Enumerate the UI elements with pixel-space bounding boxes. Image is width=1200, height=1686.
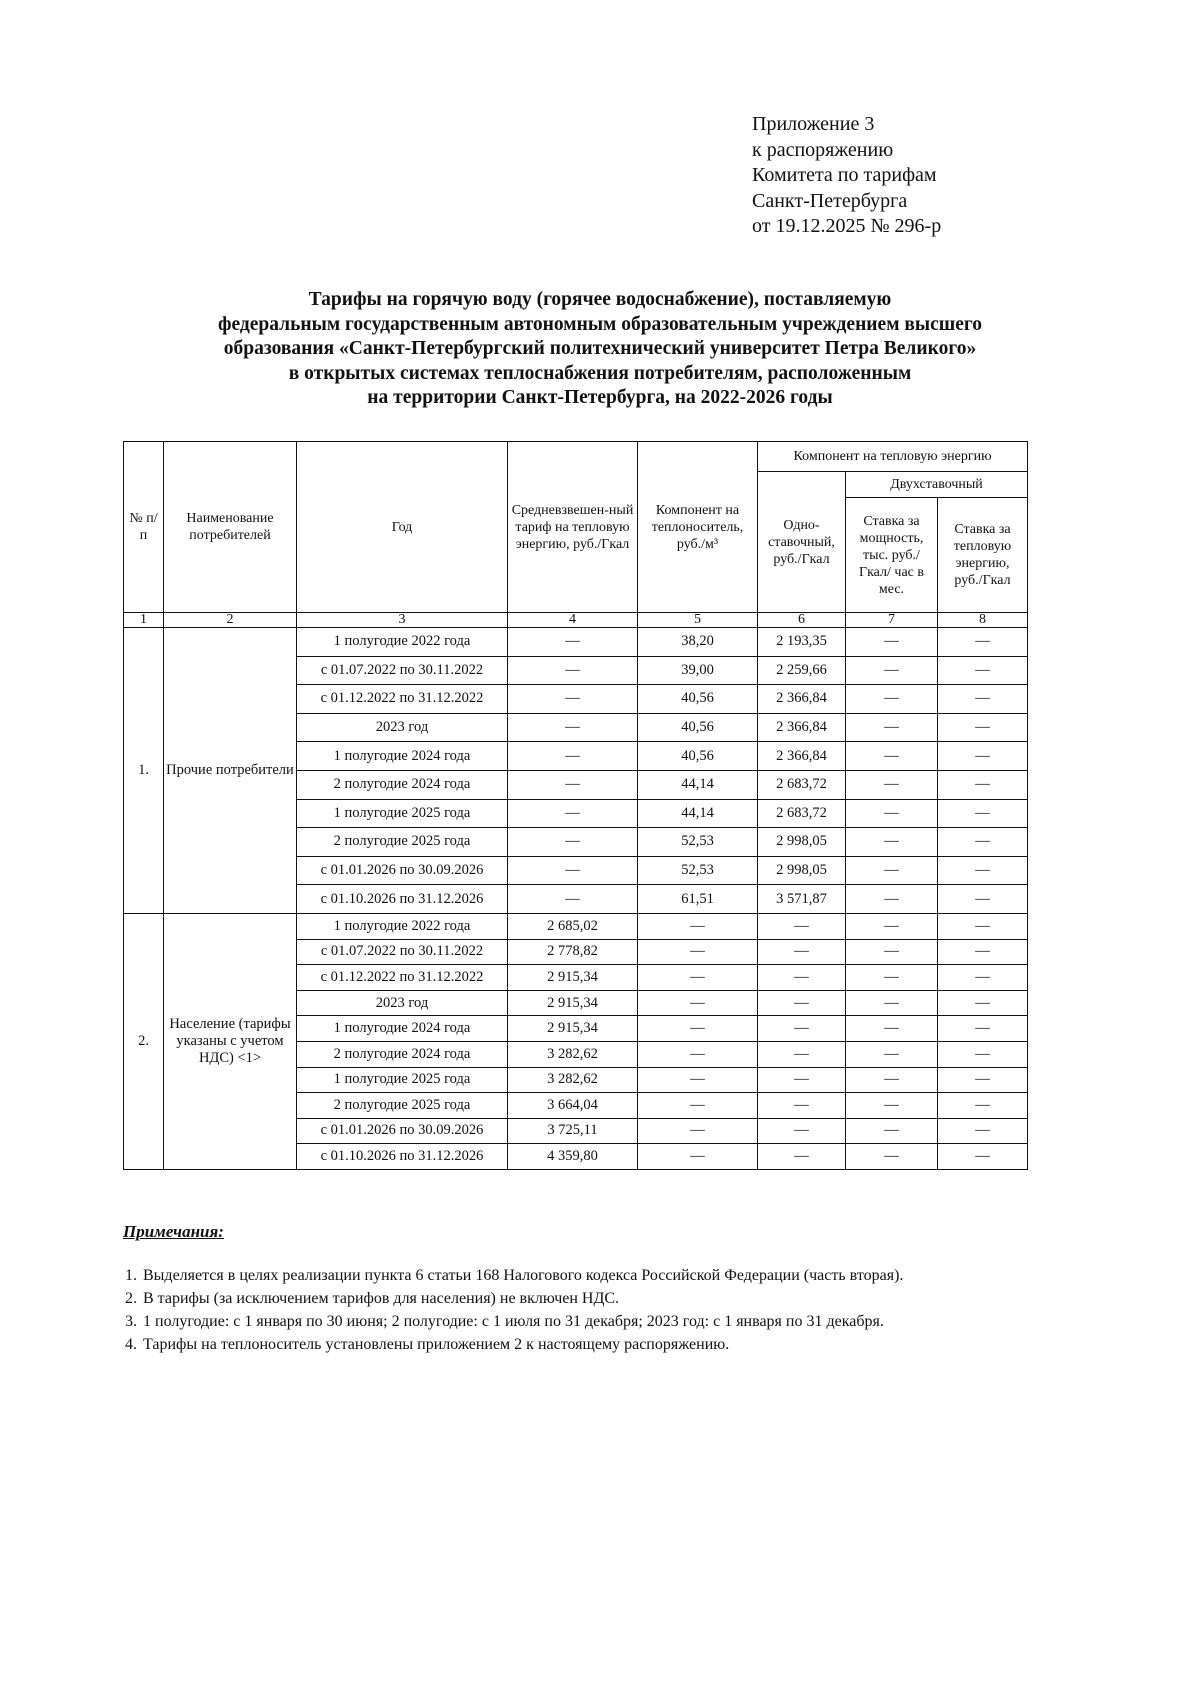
note-item: 2. В тарифы (за исключением тарифов для населения) не включен НДС. [141, 1287, 903, 1310]
header-energy-rate: Ставка за тепловую энергию, руб./Гкал [938, 498, 1028, 613]
single-rate-cell: 2 998,05 [758, 828, 846, 857]
capacity-rate-cell: — [846, 990, 938, 1016]
table-body [124, 613, 1028, 1170]
column-number: 3 [297, 613, 508, 628]
carrier-component-cell: 38,20 [638, 628, 758, 657]
header-capacity-rate: Ставка за мощность, тыс. руб./Гкал/ час в мес. [846, 498, 938, 613]
period-cell: 2 полугодие 2024 года [297, 1041, 508, 1067]
appendix-reference [752, 112, 941, 240]
single-rate-cell: 2 366,84 [758, 685, 846, 714]
period-cell: с 01.12.2022 по 31.12.2022 [297, 685, 508, 714]
single-rate-cell: 3 571,87 [758, 885, 846, 914]
weighted-tariff-cell: 3 725,11 [508, 1118, 638, 1144]
single-rate-cell: 2 683,72 [758, 770, 846, 799]
single-rate-cell: — [758, 939, 846, 965]
period-cell: с 01.10.2026 по 31.12.2026 [297, 1144, 508, 1170]
period-cell: с 01.01.2026 по 30.09.2026 [297, 1118, 508, 1144]
single-rate-cell: — [758, 990, 846, 1016]
capacity-rate-cell: — [846, 939, 938, 965]
title-line: на территории Санкт-Петербурга, на 2022-2026 годы [367, 387, 833, 408]
header-consumer: Наименование потребителей [164, 442, 297, 613]
energy-rate-cell: — [938, 628, 1028, 657]
column-number: 1 [124, 613, 164, 628]
header-heat-component: Компонент на тепловую энергию [758, 442, 1028, 472]
energy-rate-cell: — [938, 885, 1028, 914]
header-num: № п/п [124, 442, 164, 613]
carrier-component-cell: 52,53 [638, 828, 758, 857]
title-line: Тарифы на горячую воду (горячее водоснабжение), поставляемую [308, 289, 892, 310]
carrier-component-cell: — [638, 990, 758, 1016]
energy-rate-cell: — [938, 656, 1028, 685]
single-rate-cell: 2 259,66 [758, 656, 846, 685]
weighted-tariff-cell: 3 664,04 [508, 1093, 638, 1119]
appendix-line: к распоряжению [752, 138, 894, 161]
carrier-component-cell: 44,14 [638, 799, 758, 828]
note-item: 4. Тарифы на теплоноситель установлены приложением 2 к настоящему распоряжению. [141, 1333, 903, 1356]
consumer-name: Прочие потребители [164, 628, 297, 914]
single-rate-cell: 2 998,05 [758, 856, 846, 885]
energy-rate-cell: — [938, 828, 1028, 857]
capacity-rate-cell: — [846, 1118, 938, 1144]
capacity-rate-cell: — [846, 1144, 938, 1170]
period-cell: 2023 год [297, 713, 508, 742]
carrier-component-cell: 61,51 [638, 885, 758, 914]
period-cell: 2 полугодие 2025 года [297, 1093, 508, 1119]
capacity-rate-cell: — [846, 1093, 938, 1119]
weighted-tariff-cell: 4 359,80 [508, 1144, 638, 1170]
column-number-row [124, 613, 1028, 628]
weighted-tariff-cell: 2 915,34 [508, 990, 638, 1016]
tariff-table [123, 441, 1028, 1170]
period-cell: с 01.10.2026 по 31.12.2026 [297, 885, 508, 914]
weighted-tariff-cell: 3 282,62 [508, 1067, 638, 1093]
column-number: 4 [508, 613, 638, 628]
carrier-component-cell: 44,14 [638, 770, 758, 799]
energy-rate-cell: — [938, 965, 1028, 991]
appendix-line: Комитета по тарифам [752, 164, 937, 186]
single-rate-cell: 2 193,35 [758, 628, 846, 657]
capacity-rate-cell: — [846, 628, 938, 657]
capacity-rate-cell: — [846, 713, 938, 742]
carrier-component-cell: — [638, 1093, 758, 1119]
period-cell: с 01.07.2022 по 30.11.2022 [297, 939, 508, 965]
weighted-tariff-cell: — [508, 856, 638, 885]
energy-rate-cell: — [938, 990, 1028, 1016]
capacity-rate-cell: — [846, 965, 938, 991]
energy-rate-cell: — [938, 713, 1028, 742]
energy-rate-cell: — [938, 799, 1028, 828]
notes-list [113, 1264, 903, 1356]
table-row [124, 628, 1028, 657]
appendix-line: Санкт-Петербурга [752, 189, 908, 212]
weighted-tariff-cell: 3 282,62 [508, 1041, 638, 1067]
header-weighted-tariff: Средневзвешен-ный тариф на тепловую энергию, руб./Гкал [508, 442, 638, 613]
title-line: федеральным государственным автономным образовательным учреждением высшего [218, 313, 982, 335]
energy-rate-cell: — [938, 1118, 1028, 1144]
single-rate-cell: 2 683,72 [758, 799, 846, 828]
single-rate-cell: — [758, 1093, 846, 1119]
capacity-rate-cell: — [846, 742, 938, 771]
period-cell: 1 полугодие 2025 года [297, 799, 508, 828]
capacity-rate-cell: — [846, 885, 938, 914]
weighted-tariff-cell: — [508, 799, 638, 828]
capacity-rate-cell: — [846, 685, 938, 714]
note-item: 1. Выделяется в целях реализации пункта 6 статьи 168 Налогового кодекса Российской Федерации (часть вторая). [141, 1264, 903, 1287]
header-year: Год [297, 442, 508, 613]
document-title [100, 288, 1100, 411]
single-rate-cell: — [758, 1067, 846, 1093]
energy-rate-cell: — [938, 742, 1028, 771]
capacity-rate-cell: — [846, 913, 938, 939]
energy-rate-cell: — [938, 1041, 1028, 1067]
period-cell: 1 полугодие 2022 года [297, 913, 508, 939]
capacity-rate-cell: — [846, 656, 938, 685]
single-rate-cell: — [758, 1041, 846, 1067]
weighted-tariff-cell: — [508, 885, 638, 914]
energy-rate-cell: — [938, 1067, 1028, 1093]
carrier-component-cell: — [638, 1118, 758, 1144]
carrier-component-cell: 40,56 [638, 742, 758, 771]
header-two-rate: Двухставочный [846, 472, 1028, 498]
carrier-component-cell: — [638, 965, 758, 991]
title-line: образования «Санкт-Петербургский политехнический университет Петра Великого» [223, 338, 977, 359]
period-cell: 1 полугодие 2024 года [297, 1016, 508, 1042]
weighted-tariff-cell: — [508, 685, 638, 714]
weighted-tariff-cell: 2 915,34 [508, 1016, 638, 1042]
energy-rate-cell: — [938, 939, 1028, 965]
period-cell: 1 полугодие 2024 года [297, 742, 508, 771]
period-cell: 2 полугодие 2025 года [297, 828, 508, 857]
single-rate-cell: — [758, 1118, 846, 1144]
weighted-tariff-cell: — [508, 628, 638, 657]
period-cell: 2 полугодие 2024 года [297, 770, 508, 799]
period-cell: 1 полугодие 2022 года [297, 628, 508, 657]
header-carrier-component: Компонент на теплоноситель, руб./м³ [638, 442, 758, 613]
period-cell: с 01.07.2022 по 30.11.2022 [297, 656, 508, 685]
single-rate-cell: — [758, 965, 846, 991]
energy-rate-cell: — [938, 1144, 1028, 1170]
carrier-component-cell: 40,56 [638, 713, 758, 742]
weighted-tariff-cell: — [508, 828, 638, 857]
period-cell: 1 полугодие 2025 года [297, 1067, 508, 1093]
weighted-tariff-cell: — [508, 770, 638, 799]
carrier-component-cell: 40,56 [638, 685, 758, 714]
energy-rate-cell: — [938, 913, 1028, 939]
weighted-tariff-cell: 2 778,82 [508, 939, 638, 965]
capacity-rate-cell: — [846, 856, 938, 885]
capacity-rate-cell: — [846, 1016, 938, 1042]
title-line: в открытых системах теплоснабжения потребителям, расположенным [288, 362, 912, 384]
column-number: 6 [758, 613, 846, 628]
carrier-component-cell: — [638, 939, 758, 965]
energy-rate-cell: — [938, 856, 1028, 885]
weighted-tariff-cell: — [508, 656, 638, 685]
energy-rate-cell: — [938, 1016, 1028, 1042]
period-cell: 2023 год [297, 990, 508, 1016]
group-number: 1. [124, 628, 164, 914]
period-cell: с 01.01.2026 по 30.09.2026 [297, 856, 508, 885]
energy-rate-cell: — [938, 1093, 1028, 1119]
column-number: 2 [164, 613, 297, 628]
notes-heading: Примечания: [123, 1222, 224, 1241]
weighted-tariff-cell: — [508, 742, 638, 771]
capacity-rate-cell: — [846, 770, 938, 799]
single-rate-cell: 2 366,84 [758, 713, 846, 742]
weighted-tariff-cell: 2 915,34 [508, 965, 638, 991]
appendix-line: Приложение 3 [752, 113, 875, 135]
note-item: 3. 1 полугодие: с 1 января по 30 июня; 2 полугодие: с 1 июля по 31 декабря; 2023 год: с 1 января по 31 декабря. [141, 1310, 903, 1333]
capacity-rate-cell: — [846, 828, 938, 857]
weighted-tariff-cell: 2 685,02 [508, 913, 638, 939]
capacity-rate-cell: — [846, 1041, 938, 1067]
carrier-component-cell: — [638, 913, 758, 939]
energy-rate-cell: — [938, 685, 1028, 714]
capacity-rate-cell: — [846, 1067, 938, 1093]
single-rate-cell: — [758, 1016, 846, 1042]
table-row [124, 913, 1028, 939]
carrier-component-cell: — [638, 1067, 758, 1093]
group-number: 2. [124, 913, 164, 1169]
column-number: 5 [638, 613, 758, 628]
column-number: 7 [846, 613, 938, 628]
energy-rate-cell: — [938, 770, 1028, 799]
single-rate-cell: — [758, 913, 846, 939]
carrier-component-cell: 52,53 [638, 856, 758, 885]
single-rate-cell: — [758, 1144, 846, 1170]
single-rate-cell: 2 366,84 [758, 742, 846, 771]
capacity-rate-cell: — [846, 799, 938, 828]
period-cell: с 01.12.2022 по 31.12.2022 [297, 965, 508, 991]
appendix-line: от 19.12.2025 № 296-р [752, 215, 942, 237]
carrier-component-cell: — [638, 1144, 758, 1170]
carrier-component-cell: — [638, 1016, 758, 1042]
header-single-rate: Одно-ставочный, руб./Гкал [758, 472, 846, 613]
consumer-name: Население (тарифы указаны с учетом НДС) <1> [164, 913, 297, 1169]
carrier-component-cell: 39,00 [638, 656, 758, 685]
weighted-tariff-cell: — [508, 713, 638, 742]
carrier-component-cell: — [638, 1041, 758, 1067]
column-number: 8 [938, 613, 1028, 628]
